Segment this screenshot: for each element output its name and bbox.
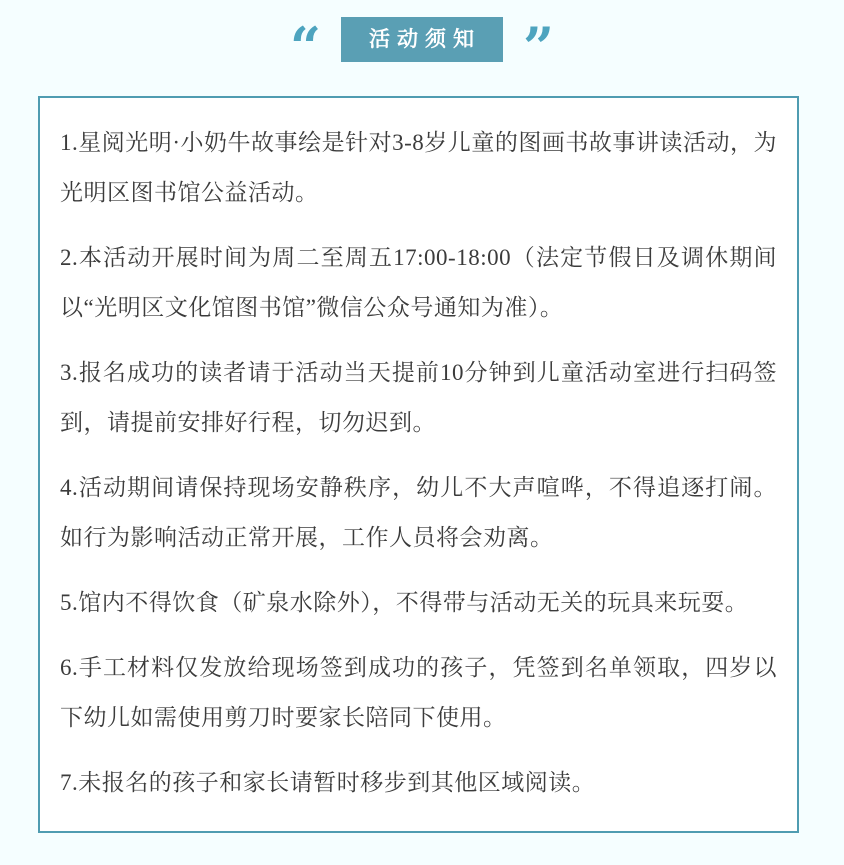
notice-item-4: 4.活动期间请保持现场安静秩序，幼儿不大声喧哗，不得追逐打闹。如行为影响活动正常开展，工作人员将会劝离。 [60,475,777,550]
close-quote-icon: ” [523,15,555,79]
notice-title-badge: 活动须知 [341,17,503,62]
notice-item-3: 3.报名成功的读者请于活动当天提前10分钟到儿童活动室进行扫码签到，请提前安排好行程，切勿迟到。 [60,360,777,435]
notice-box [38,96,799,833]
notice-item-5: 5.馆内不得饮食（矿泉水除外），不得带与活动无关的玩具来玩耍。 [60,590,749,615]
notice-item-6: 6.手工材料仅发放给现场签到成功的孩子，凭签到名单领取，四岁以下幼儿如需使用剪刀时要家长陪同下使用。 [60,655,777,730]
notice-item-1: 1.星阅光明·小奶牛故事绘是针对3-8岁儿童的图画书故事讲读活动，为光明区图书馆公益活动。 [60,130,777,205]
notice-item-7: 7.未报名的孩子和家长请暂时移步到其他区域阅读。 [60,770,596,795]
notice-header [0,0,844,79]
open-quote-icon: “ [289,15,321,79]
notice-item-2: 2.本活动开展时间为周二至周五17:00-18:00（法定节假日及调休期间以“光明区文化馆图书馆”微信公众号通知为准）。 [60,245,777,320]
